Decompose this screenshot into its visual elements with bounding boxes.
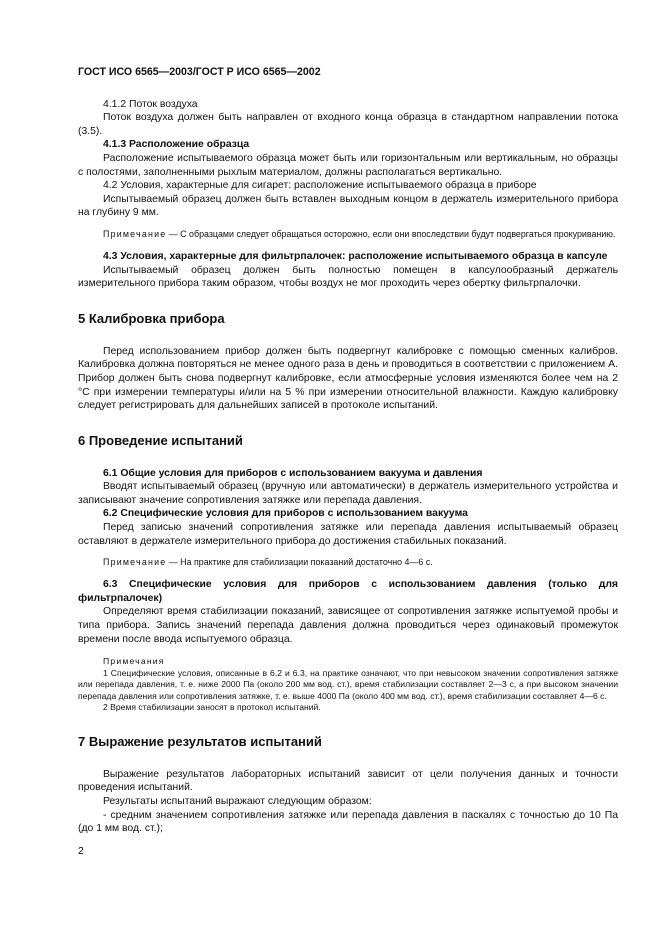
clause-6-2-title: 6.2 Специфические условия для приборов с использованием вакуума	[103, 508, 468, 520]
note-2-label: Примечание	[103, 557, 167, 568]
note-2-text: — На практике для стабилизации показаний достаточно 4—6 с.	[166, 557, 433, 568]
page-number: 2	[78, 846, 84, 857]
section-5-text: Перед использованием прибор должен быть подвергнут калибровке с помощью сменных калибров. Калибровка должна повторяться не менее одного раза в день и проводиться в соответствии с приложением А. Прибор должен быть снова подвергнут калибровке, если атмосферные условия изменяются более чем на 2 °С при измерении температуры и/или на 5 % при измерении относительной влажности. Каждую калибровку следует регистрировать для дальнейших записей в протоколе испытаний.	[78, 345, 618, 412]
section-7-text-1: Выражение результатов лабораторных испытаний зависит от цели получения данных и точности проведения испытаний.	[78, 768, 618, 794]
section-7-text-3: - средним значением сопротивления затяжке или перепада давления в паскалях с точностью до 10 Па (до 1 мм вод. ст.);	[78, 809, 618, 835]
notes-block	[78, 656, 618, 714]
clause-6-3-title: 6.3 Специфические условия для приборов с использованием давления (только для фильтрпалочек)	[78, 579, 618, 604]
note-1	[78, 228, 618, 240]
document-header: ГОСТ ИСО 6565—2003/ГОСТ Р ИСО 6565—2002	[78, 66, 321, 78]
clause-4-1-2-title: 4.1.2 Поток воздуха	[103, 98, 198, 110]
section-7-text-2: Результаты испытаний выражают следующим образом:	[103, 795, 372, 807]
note-1-label: Примечание	[103, 228, 167, 239]
clause-4-1-3-text: Расположение испытываемого образца может быть или горизонтальным или вертикальным, но образцы с полостями, заполненными рыхлым материалом, должны располагаться вертикально.	[78, 152, 618, 178]
note-3: 1 Специфические условия, описанные в 6.2 и 6.3, на практике означают, что при невысоком значении сопротивления затяжке или перепада давления, т. е. ниже 2000 Па (около 200 мм вод. ст.), время стабилизации составляет 2—3 с, а при высоком значении перепада давления или сопротивления затяжке, т. е. выше 4000 Па (около 400 мм вод. ст.), время стабилизации составляет 4—6 с.	[78, 667, 618, 701]
clause-6-1-title: 6.1 Общие условия для приборов с использованием вакуума и давления	[103, 467, 483, 479]
clause-4-1-3-title: 4.1.3 Расположение образца	[103, 139, 250, 151]
note-2	[78, 556, 618, 568]
section-6-heading: 6 Проведение испытаний	[78, 432, 243, 448]
clause-4-2-title: 4.2 Условия, характерные для сигарет: расположение испытываемого образца в приборе	[103, 180, 537, 192]
note-4: 2 Время стабилизации заносят в протокол испытаний.	[103, 702, 321, 713]
clause-6-2-text: Перед записью значений сопротивления затяжке или перепада давления испытываемый образец оставляют в держателе измерительного прибора до достижения стабильных показаний.	[78, 522, 618, 547]
clause-4-2-text: Испытываемый образец должен быть вставлен выходным концом в держатель измерительного прибора на глубину 9 мм.	[78, 193, 618, 219]
clause-6-1-text: Вводят испытываемый образец (вручную или автоматически) в держатель измерительного устройства и записывают значение сопротивления затяжке или перепада давления.	[78, 481, 618, 506]
note-1-text: — С образцами следует обращаться осторожно, если они впоследствии будут подвергаться прокуриванию.	[166, 228, 616, 239]
notes-label: Примечания	[103, 656, 165, 667]
clause-4-3-text: Испытываемый образец должен быть полностью помещен в капсулообразный держатель измерительного прибора таким образом, чтобы воздух не мог проходить через обертку фильтрпалочки.	[78, 264, 618, 290]
clause-4-3-title: 4.3 Условия, характерные для фильтрпалочек: расположение испытываемого образца в капсуле	[103, 250, 608, 262]
clause-4-1-2-text: Поток воздуха должен быть направлен от входного конца образца в стандартном направлении потока (3.5).	[78, 112, 618, 137]
section-5-heading: 5 Калибровка прибора	[78, 310, 225, 326]
clause-6-3-text: Определяют время стабилизации показаний, зависящее от сопротивления затяжке испытуемой пробы и типа прибора. Запись значений перепада давления должна проводиться через одинаковый промежуток времени после ввода испытуемого образца.	[78, 606, 618, 645]
section-7-heading: 7 Выражение результатов испытаний	[78, 733, 322, 749]
document-page	[78, 52, 618, 836]
